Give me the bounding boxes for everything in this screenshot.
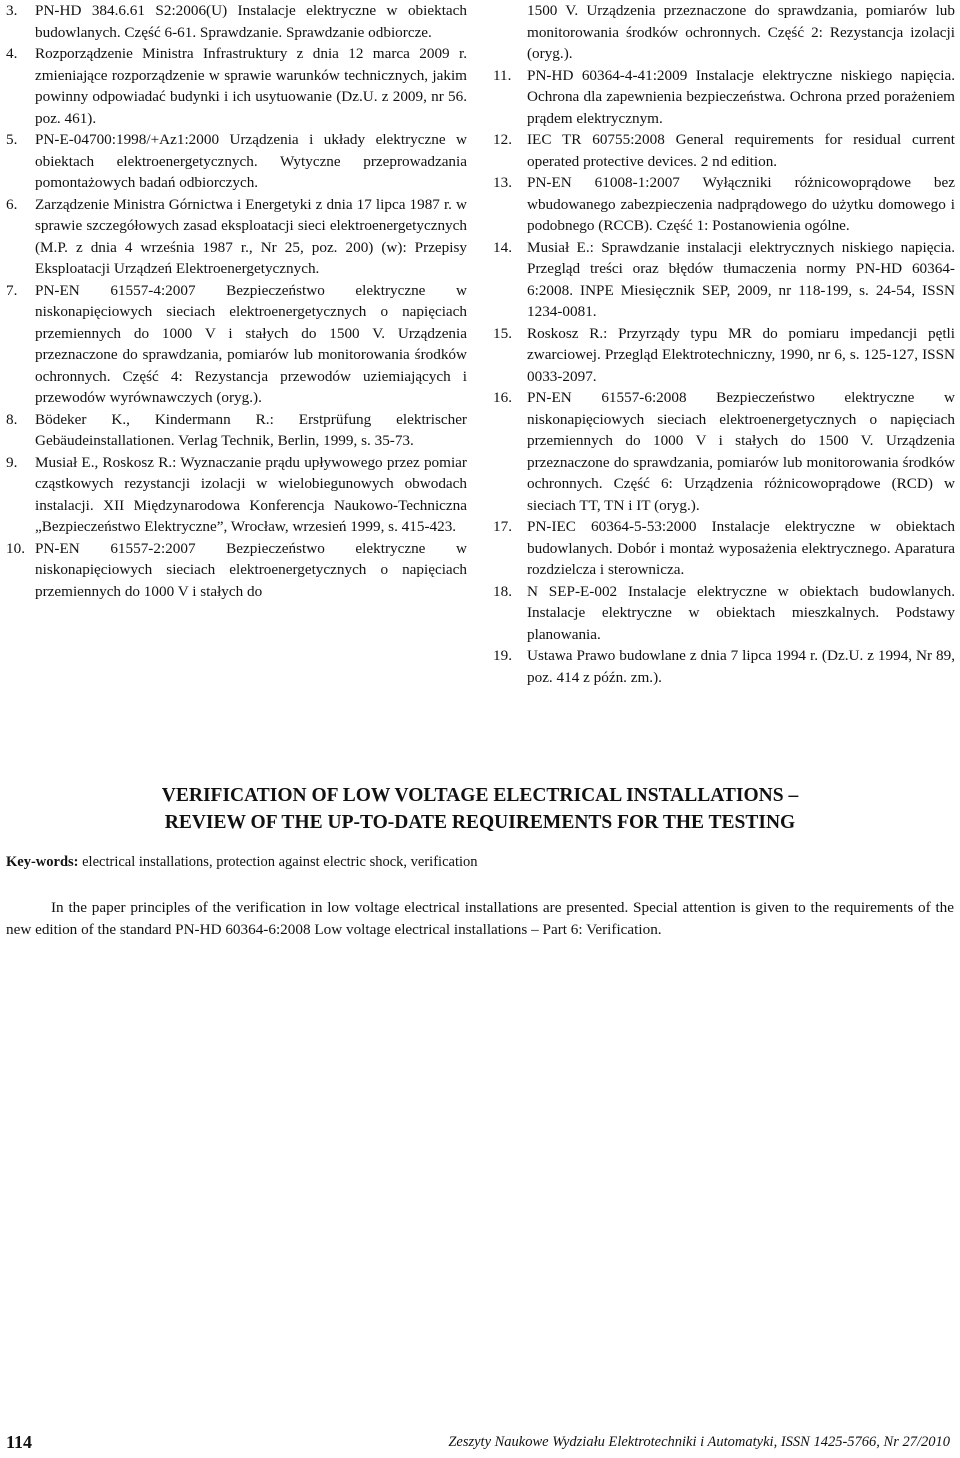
reference-number: 11. (493, 66, 512, 84)
english-title-line: REVIEW OF THE UP-TO-DATE REQUIREMENTS FOR THE TESTING (164, 812, 796, 833)
reference-item (6, 409, 467, 452)
reference-number: 9. (6, 453, 18, 471)
reference-item (6, 194, 467, 280)
keywords (6, 852, 946, 872)
reference-item (493, 387, 955, 516)
reference-number: 3. (6, 2, 18, 19)
reference-item (493, 172, 955, 237)
keywords-text: electrical installations, protection against electric shock, verification (78, 854, 478, 870)
reference-item (6, 129, 467, 194)
reference-text: IEC TR 60755:2008 General requirements for residual current operated protective devices. 2 nd edition. (527, 131, 955, 170)
reference-continuation: 1500 V. Urządzenia przeznaczone do sprawdzania, pomiarów lub monitorowania środków ochronnych. Część 2: Rezystancja izolacji (oryg.). (527, 2, 955, 62)
reference-text: PN-HD 60364-4-41:2009 Instalacje elektryczne niskiego napięcia. Ochrona dla zapewnienia bezpieczeństwa. Ochrona przed porażeniem prądem elektrycznym. (527, 66, 955, 127)
reference-number: 8. (6, 410, 18, 428)
reference-item (493, 645, 955, 688)
reference-item (493, 323, 955, 388)
reference-item (6, 538, 467, 603)
reference-number: 19. (493, 647, 512, 664)
reference-number: 18. (493, 582, 512, 600)
reference-text: Rozporządzenie Ministra Infrastruktury z dnia 12 marca 2009 r. zmieniające rozporządzenie w sprawie warunków technicznych, jakim powinny odpowiadać budynki i ich usytuowanie (Dz.U. z 2009, nr 56. poz. 461). (35, 45, 467, 127)
reference-item (493, 237, 955, 323)
reference-number: 13. (493, 174, 512, 191)
reference-item (493, 516, 955, 581)
reference-number: 17. (493, 518, 512, 535)
keywords-label: Key-words: (6, 854, 79, 870)
reference-number: 15. (493, 324, 512, 342)
reference-number: 5. (6, 131, 18, 148)
reference-text: Musiał E.: Sprawdzanie instalacji elektrycznych niskiego napięcia. Przegląd treści oraz błędów tłumaczenia normy PN-HD 60364-6:2008. INPE Miesięcznik SEP, 2009, nr 118-199, s. 24-54, ISSN 1234-0081. (527, 238, 955, 320)
page-number: 114 (6, 1432, 33, 1452)
references-right-column (493, 0, 955, 688)
reference-item (6, 280, 467, 409)
reference-text: PN-E-04700:1998/+Az1:2000 Urządzenia i układy elektryczne w obiektach elektroenergetycznych. Wytyczne przeprowadzania pomontażowych badań odbiorczych. (35, 131, 467, 191)
reference-text: PN-EN 61557-4:2007 Bezpieczeństwo elektryczne w niskonapięciowych sieciach elektroenergetycznych o napięciach przemiennych do 1000 V i stałych do 1500 V. Urządzenia przeznaczone do sprawdzania, pomiarów lub monitorowania środków ochronnych. Część 4: Rezystancja przewodów uziemiających i przewodów wyrównawczych (oryg.). (35, 281, 467, 406)
english-title (0, 782, 960, 836)
reference-number: 16. (493, 389, 512, 406)
reference-text: PN-EN 61557-6:2008 Bezpieczeństwo elektryczne w niskonapięciowych sieciach elektroenergetycznych o napięciach przemiennych do 1000 V i stałych do 1500 V. Urządzenia przeznaczone do sprawdzania, pomiarów lub monitorowania środków ochronnych. Część 6: Urządzenia różnicowoprądowe (RCD) w sieciach TT, TN i IT (oryg.). (527, 389, 955, 514)
reference-number: 4. (6, 45, 18, 62)
english-title-line: VERIFICATION OF LOW VOLTAGE ELECTRICAL INSTALLATIONS – (161, 785, 799, 806)
reference-text: Roskosz R.: Przyrządy typu MR do pomiaru impedancji pętli zwarciowej. Przegląd Elektrotechniczny, 1990, nr 6, s. 125-127, ISSN 0033-2097. (527, 324, 955, 385)
page-footer (0, 1432, 960, 1456)
reference-item (493, 65, 955, 130)
reference-item (6, 43, 467, 129)
reference-text: Zarządzenie Ministra Górnictwa i Energetyki z dnia 17 lipca 1987 r. w sprawie szczegółowych zasad eksploatacji sieci elektroenergetycznych (M.P. z dnia 4 września 1987 r., Nr 25, poz. 200) (w): Przepisy Eksploatacji Urządzeń Elektroenergetycznych. (35, 195, 467, 277)
reference-text: Ustawa Prawo budowlane z dnia 7 lipca 1994 r. (Dz.U. z 1994, Nr 89, poz. 414 z późn. zm.). (527, 647, 955, 686)
reference-text: Musiał E., Roskosz R.: Wyznaczanie prądu upływowego przez pomiar cząstkowych rezystancji izolacji w wielobiegunowych obwodach instalacji. XII Międzynarodowa Konferencja Naukowo-Techniczna „Bezpieczeństwo Elektryczne”, Wrocław, wrzesień 1999, s. 415-423. (35, 453, 467, 535)
reference-text: N SEP-E-002 Instalacje elektryczne w obiektach budowlanych. Instalacje elektryczne w obiektach mieszkalnych. Podstawy planowania. (527, 582, 955, 643)
reference-text: PN-HD 384.6.61 S2:2006(U) Instalacje elektryczne w obiektach budowlanych. Część 6-61. Sprawdzanie. Sprawdzanie odbiorcze. (35, 2, 467, 41)
reference-item (6, 0, 467, 43)
reference-item (6, 452, 467, 538)
reference-number: 10. (6, 539, 25, 557)
reference-number: 14. (493, 238, 512, 256)
reference-text: Bödeker K., Kindermann R.: Erstprüfung elektrischer Gebäudeinstallationen. Verlag Technik, Berlin, 1999, s. 35-73. (35, 410, 467, 449)
reference-item (493, 581, 955, 646)
reference-text: PN-EN 61008-1:2007 Wyłączniki różnicowoprądowe bez wbudowanego zabezpieczenia nadprądowego do użytku domowego i podobnego (RCCB). Część 1: Postanowienia ogólne. (527, 174, 955, 234)
reference-number: 12. (493, 131, 512, 148)
references-left-column (6, 0, 467, 602)
abstract: In the paper principles of the verification in low voltage electrical installations are presented. Special attention is given to the requirements of the new edition of the standard PN-HD 60364-6:2008 Low voltage electrical installations – Part 6: Verification. (6, 899, 954, 938)
reference-item (493, 129, 955, 172)
journal-citation: Zeszyty Naukowe Wydziału Elektrotechniki i Automatyki, ISSN 1425-5766, Nr 27/2010 (448, 1434, 950, 1450)
reference-text: PN-EN 61557-2:2007 Bezpieczeństwo elektryczne w niskonapięciowych sieciach elektroenergetycznych o napięciach przemiennych do 1000 V i stałych do (35, 539, 467, 600)
reference-number: 6. (6, 195, 18, 213)
reference-text: PN-IEC 60364-5-53:2000 Instalacje elektryczne w obiektach budowlanych. Dobór i montaż wyposażenia elektrycznego. Aparatura rozdzielcza i sterownicza. (527, 518, 955, 578)
reference-number: 7. (6, 281, 18, 299)
